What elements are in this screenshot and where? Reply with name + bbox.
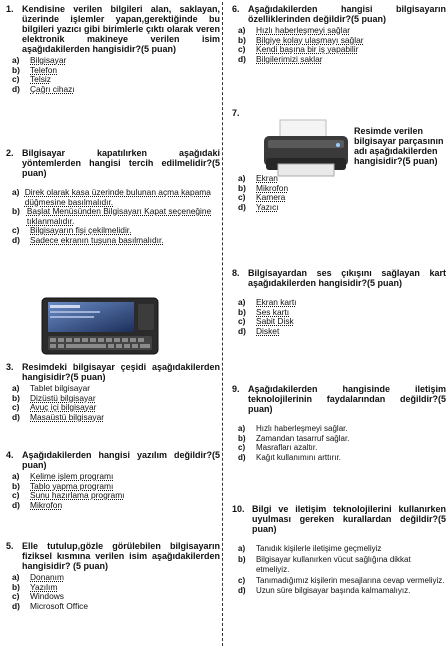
option-d: d) Sadece ekranın tuşuna basılmalıdır.: [12, 234, 164, 245]
printer-image: [260, 118, 352, 180]
option-d: d) Uzun süre bilgisayar başında kalmamalıyız.: [238, 586, 411, 595]
option-a: a) Hızlı haberleşmeyi sağlar.: [238, 424, 348, 433]
option-a: a) Tablet bilgisayar: [12, 383, 91, 393]
options: [238, 26, 446, 64]
option-c: c) Telsiz: [12, 74, 51, 85]
option-b: b) Yazılım: [12, 581, 58, 592]
option-d: d) Çağrı cihazı: [12, 83, 75, 94]
question-number: 8.: [232, 268, 240, 278]
option-d: d) Bilgilerimizi saklar: [238, 53, 323, 64]
options: [238, 544, 446, 597]
option-c: c) Sunu hazırlama programı: [12, 490, 125, 501]
question-8: [232, 268, 446, 336]
question-number: 10.: [232, 504, 245, 514]
option-a: a) Kelime işlem programı: [12, 471, 114, 481]
option-c: c) Kamera: [238, 192, 286, 203]
option-d: d) Disket: [238, 325, 280, 336]
options: [12, 573, 220, 611]
question-7: [232, 108, 446, 212]
option-a: a) Bilgisayar: [12, 55, 67, 65]
options: [12, 188, 220, 246]
question-number: 7.: [232, 108, 240, 118]
option-b: b) Dizüstü bilgisayar: [12, 392, 96, 403]
option-d: d) Masaüstü bilgisayar: [12, 411, 105, 422]
option-b: b) Tablo yapma programı: [12, 480, 114, 491]
question-text: Aşağıdakilerden hangisinde iletişim teknolojilerinin faydalarından değildir?(5 puan): [248, 384, 446, 414]
option-d: d) Mikrofon: [12, 499, 63, 510]
question-1: [6, 4, 220, 94]
column-divider: [222, 2, 223, 646]
option-a: a) Hızlı haberleşmeyi sağlar: [238, 25, 351, 35]
option-b: b) Mikrofon: [238, 182, 289, 193]
question-number: 9.: [232, 384, 240, 394]
question-text: Bilgisayar kapatılırken aşağıdaki yöntemlerden hangisi tercih edilmelidir?(5 puan): [22, 148, 220, 178]
question-text: Kendisine verilen bilgileri alan, saklayan, üzerinde işlemler yapan,gerektiğinde bu bilgileri yazıcı gibi birimlerle çıktı olarak veren elektronik makineye verilen isim aşağıdakilerden hangisidir?(5 puan): [22, 4, 220, 54]
question-number: 3.: [6, 362, 14, 372]
question-text: Aşağıdakilerden hangisi yazılım değildir?(5 puan): [22, 450, 220, 470]
option-b: b) Bilgiye kolay ulaşmayı sağlar: [238, 34, 364, 45]
options: [12, 384, 220, 422]
option-c: c) Windows: [12, 591, 64, 602]
question-text: Resimdeki bilgisayar çeşidi aşağıdakilerden hangisidir?(5 puan): [22, 362, 220, 382]
question-3: [6, 362, 220, 422]
question-5: [6, 541, 220, 611]
question-number: 1.: [6, 4, 14, 14]
question-number: 6.: [232, 4, 240, 14]
question-text: Resimde verilen bilgisayar parçasının adı aşağıdakilerden hangisidir?(5 puan): [354, 126, 444, 166]
question-2: [6, 148, 220, 246]
option-b: b) Zamandan tasarruf sağlar.: [238, 433, 350, 443]
option-c: c) Kendi başına bir iş yapabilir: [238, 44, 359, 55]
option-b: b) Telefon: [12, 64, 58, 75]
question-text: Bilgisayardan ses çıkışını sağlayan kart aşağıdakilerden hangisidir?(5 puan): [248, 268, 446, 288]
tablet-computer-image: [40, 296, 162, 356]
options: [238, 424, 446, 462]
question-text: Bilgi ve iletişim teknolojilerini kullanırken uyulması gereken kurallardan değildir?(5 puan): [252, 504, 446, 534]
options: [12, 472, 220, 510]
question-text: Elle tutulup,gözle görülebilen bilgisayarın fiziksel kısmına verilen isim aşağıdakilerden hangisidir? (5 puan): [22, 541, 220, 571]
option-a: a) Ekran: [238, 173, 278, 183]
option-a: a) Donanım: [12, 572, 64, 582]
question-6: [232, 4, 446, 64]
option-a: a) Tanıdık kişilerle iletişime geçmeliyiz: [238, 544, 382, 553]
option-c: c) Bilgisayarın fişi çekilmelidir.: [12, 225, 132, 236]
question-number: 4.: [6, 450, 14, 460]
question-10: [232, 504, 446, 597]
option-b: b) Başlat Menüsünden Bilgisayarı Kapat seçeneğine tıklanmalıdır.: [12, 206, 212, 226]
options: [12, 56, 220, 94]
question-number: 5.: [6, 541, 14, 551]
option-a: a) Ekran kartı: [238, 297, 297, 307]
option-b: b) Bilgisayar kullanırken vücut sağlığına dikkat etmeliyiz.: [238, 554, 411, 574]
question-text: Aşağıdakilerden hangisi bilgisayarın özelliklerinden değildir?(5 puan): [248, 4, 446, 24]
option-b: b) Ses kartı: [238, 306, 290, 317]
option-d: d) Microsoft Office: [12, 600, 89, 611]
option-c: c) Avuç içi bilgisayar: [12, 402, 97, 413]
options: [238, 298, 446, 336]
option-d: d) Kağıt kullanımını arttırır.: [238, 452, 341, 462]
option-d: d) Yazıcı: [238, 201, 279, 212]
option-c: c) Masrafları azaltır.: [238, 443, 318, 453]
question-number: 2.: [6, 148, 14, 158]
option-a: a) Direk olarak kasa üzerinde bulunan açma kapama düğmesine basılmalıdır.: [12, 187, 211, 207]
option-c: c) Tanımadığımız kişilerin mesajlarına cevap vermeliyiz.: [238, 575, 445, 585]
option-c: c) Sabit Disk: [238, 316, 294, 327]
question-9: [232, 384, 446, 462]
question-4: [6, 450, 220, 510]
